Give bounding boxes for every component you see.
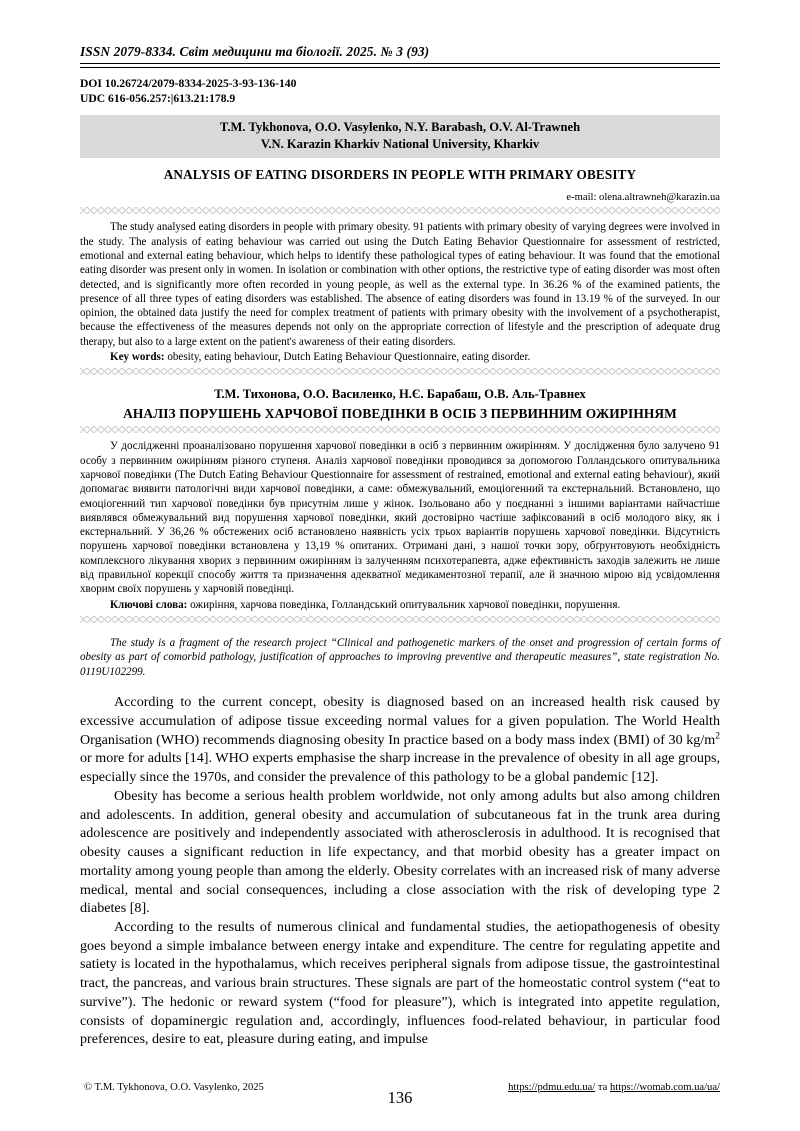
zigzag-separator-ua-top: [80, 426, 720, 433]
keywords-label-en: Key words:: [110, 351, 165, 364]
footer-link-separator: та: [595, 1082, 610, 1093]
authors-line-ua: Т.М. Тихонова, О.О. Василенко, Н.Є. Барабаш, О.В. Аль-Травнех: [214, 387, 586, 402]
funding-note: The study is a fragment of the research project “Clinical and pathogenetic markers of the onset and progression of certain forms of obesity as part of comorbid pathology, justification of approaches to improving preventive and therapeutic measures”, state registration No. 0119U102299.: [80, 636, 720, 678]
journal-link-pdmu[interactable]: https://pdmu.edu.ua/: [508, 1082, 596, 1093]
udc-line: UDC 616-056.257:|613.21:178.9: [80, 92, 236, 105]
keywords-en: [80, 350, 720, 364]
body-paragraph-3: According to the results of numerous clinical and fundamental studies, the aetiopathogenesis of obesity goes beyond a simple imbalance between energy intake and expenditure. The centre for regulating appetite and satiety is located in the hypothalamus, which receives peripheral signals from adipose tissue, the gastrointestinal tract, the pancreas, and various brain structures. These signals are part of the homeostatic control system (“eat to survive”). The hedonic or reward system (“food for pleasure”), which is integrated into appetite regulation, consists of dopaminergic regulation and, accordingly, influences food-related behaviour, in particular food preferences, desire to eat, pleasure during eating, and impulse: [80, 919, 720, 1048]
article-title-en: ANALYSIS OF EATING DISORDERS IN PEOPLE WITH PRIMARY OBESITY: [163, 167, 637, 183]
footer-page-number: 136: [387, 1088, 413, 1107]
doi-line: DOI 10.26724/2079-8334-2025-3-93-136-140: [80, 76, 297, 90]
body-paragraph-1: According to the current concept, obesity is diagnosed based on an increased health risk caused by excessive accumulation of adipose tissue exceeding normal values for a given population. The World Health Organisation (WHO) recommends diagnosing obesity In practice based on a body mass index (BMI) of 30 $kg/m^2$ or more for adults [14]. WHO experts emphasise the sharp increase in the prevalence of obesity in all age groups, especially since the 1970s, and consider the prevalence of this pathology to be a global pandemic [12].: [80, 694, 720, 786]
abstract-ua: У дослідженні проаналізовано порушення харчової поведінки в осіб з первинним ожирінням. У дослідження було залучено 91 особу з первинним ожирінням різного ступеня. Аналіз харчової поведінки проводився за допомогою Голландського опитувальника харчової поведінки (The Dutch Eating Behaviour Questionnaire for assessment of restrained, emotional and external eating behaviour), який допомагає виявити патологічні види харчової поведінки, а саме: обмежувальний, емоціогенний та екстернальний. Встановлено, що емоціогенний тип харчової поведінки був присутнім лише у жінок. Ізольовано або у поєднанні з іншими варіантами найчастіше виявлявся обмежувальний вид порушення харчової поведінки, який достовірно частіше зафіксований в осіб молодого віку, як і екстернальний. У 36,26 % обстежених осіб встановлено наявність усіх трьох варіантів порушень харчової поведінки. Відсутність порушень харчової поведінки встановлена у 13,19 % опитаних. Отримані дані, з нашої точки зору, обґрунтовують необхідність комплексного лікування хворих з первинним ожирінням із залученням психотерапевта, адже ефективність заходів залежить не лише від правильної корекції способу життя та призначення адекватної медикаментозної терапії, але й значною мірою від усвідомлення хворим своїх порушень у харчовій поведінці.: [80, 440, 720, 596]
abstract-en: The study analysed eating disorders in people with primary obesity. 91 patients with primary obesity of varying degrees were involved in the study. The analysis of eating behaviour was carried out using the Dutch Eating Behavior Questionnaire for assessment of restricted, emotional and external eating behaviour, which helps to identify these pathological types of eating behaviour. It was found that the emotional eating disorder was present only in women. In isolation or combination with other options, the restrictive type of eating disorder was most often detected, and is significantly more often recorded in young people, as well as the external type. In 36.26 % of the examined patients, the presence of all three types of eating disorders was established. The absence of eating disorders was found in 13.19 % of the surveyed. In our opinion, the obtained data justify the need for complex treatment of patients with primary obesity with the involvement of a psychotherapist, because the effectiveness of the measures depends not only on the appropriate correction of lifestyle and the prescription of adequate drug therapy, but also to a large extent on the patient's awareness of their eating disorders.: [80, 221, 720, 348]
identifier-block: [80, 76, 720, 107]
authors-band-en: [80, 115, 720, 158]
keywords-text-en: obesity, eating behaviour, Dutch Eating Behaviour Questionnaire, eating disorder.: [164, 351, 531, 364]
footer-copyright: © T.M. Tykhonova, O.O. Vasylenko, 2025: [84, 1082, 264, 1093]
body-paragraph-2: Obesity has become a serious health problem worldwide, not only among adults but also among children and adolescents. In addition, general obesity and accumulation of subcutaneous fat in the trunk area during adolescence are positively and independently associated with atherosclerosis in adulthood. It is recognised that obesity causes a significant reduction in life expectancy, and that morbid obesity has a greater impact on mortality among young people than among the elderly. Obesity correlates with an increased risk of many adverse medical, mental and social consequences, including a close association with the risk of developing type 2 diabetes [8].: [80, 787, 720, 917]
authors-line-en: T.M. Tykhonova, O.O. Vasylenko, N.Y. Barabash, O.V. Al-Trawneh: [219, 120, 581, 135]
keywords-text-ua: ожиріння, харчова поведінка, Голландський опитувальник харчової поведінки, порушення.: [187, 598, 621, 611]
contact-email: e-mail: olena.altrawneh@karazin.ua: [566, 192, 720, 204]
zigzag-separator-top: [80, 207, 720, 214]
keywords-label-ua: Ключові слова:: [110, 598, 188, 611]
affiliation-line-en: V.N. Karazin Kharkiv National University, Kharkiv: [260, 137, 540, 152]
journal-running-head: ISSN 2079-8334. Світ медицини та біології. 2025. № 3 (93): [80, 44, 430, 59]
journal-link-womab[interactable]: https://womab.com.ua/ua/: [609, 1082, 720, 1093]
zigzag-separator-mid: [80, 368, 720, 375]
keywords-ua: [80, 598, 720, 612]
footer-links: [508, 1082, 720, 1093]
header-rule: [80, 63, 720, 67]
article-title-ua: АНАЛІЗ ПОРУШЕНЬ ХАРЧОВОЇ ПОВЕДІНКИ В ОСІБ З ПЕРВИННИМ ОЖИРІННЯМ: [123, 406, 677, 422]
zigzag-separator-bottom: [80, 616, 720, 623]
body-text: [80, 693, 720, 1049]
page-footer: [80, 1082, 720, 1116]
page-content: [80, 0, 720, 1049]
